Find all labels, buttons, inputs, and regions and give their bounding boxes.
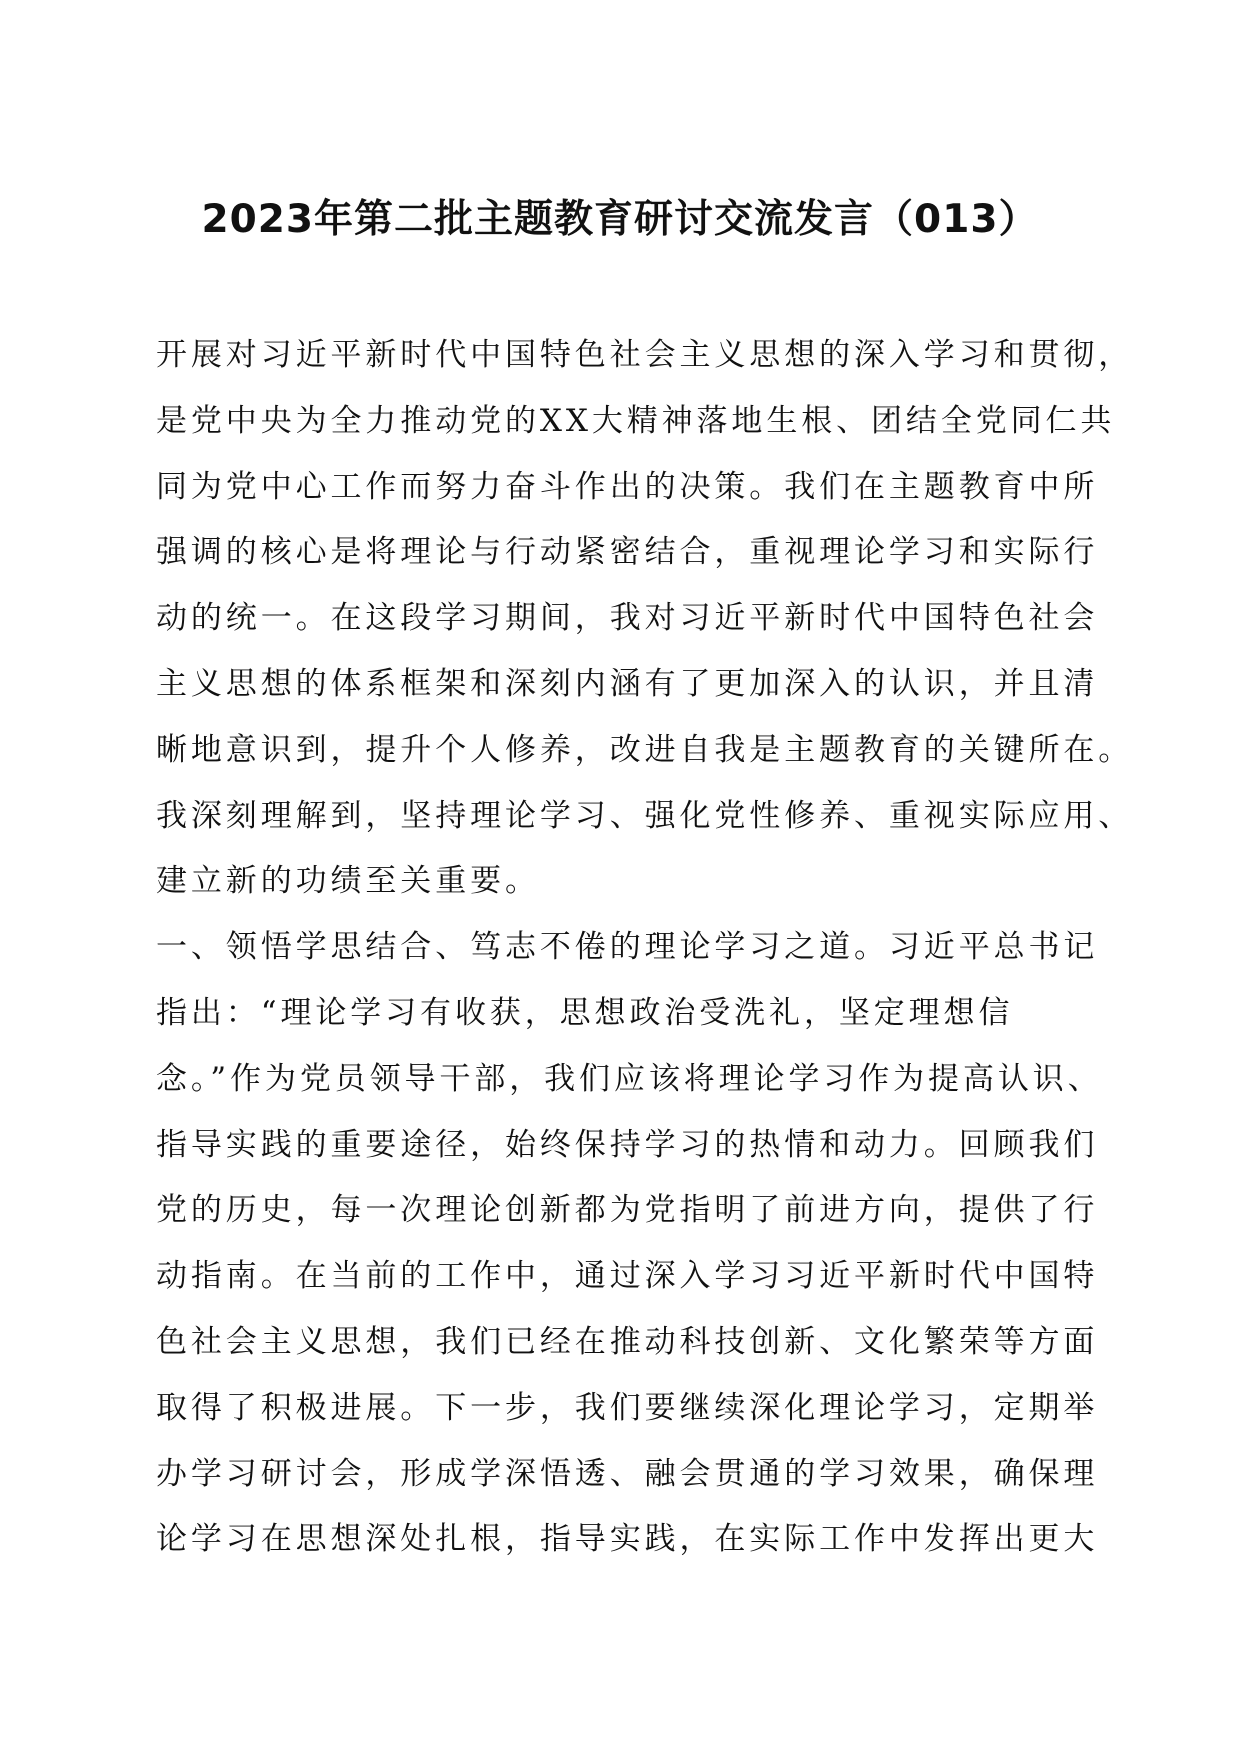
- text-line: 办学习研讨会，形成学深悟透、融会贯通的学习效果，确保理: [156, 1455, 1099, 1492]
- text-line: 取得了积极进展。下一步，我们要继续深化理论学习，定期举: [156, 1389, 1099, 1426]
- text-line: 建立新的功绩至关重要。: [156, 863, 540, 900]
- section-heading-line: 一、领悟学思结合、笃志不倦的理论学习之道。习近平总书记: [156, 929, 1099, 966]
- text-line: 同为党中心工作而努力奋斗作出的决策。我们在主题教育中所: [156, 468, 1099, 505]
- text-line: 我深刻理解到，坚持理论学习、强化党性修养、重视实际应用、: [156, 797, 1134, 834]
- document-title: 2023年第二批主题教育研讨交流发言（013）: [201, 197, 1039, 242]
- text-line: 动的统一。在这段学习期间，我对习近平新时代中国特色社会: [156, 600, 1099, 637]
- text-line: 色社会主义思想，我们已经在推动科技创新、文化繁荣等方面: [156, 1323, 1099, 1360]
- text-line: 论学习在思想深处扎根，指导实践，在实际工作中发挥出更大: [156, 1521, 1099, 1558]
- text-line: 指导实践的重要途径，始终保持学习的热情和动力。回顾我们: [156, 1126, 1099, 1163]
- text-line: 指出：“理论学习有收获，思想政治受洗礼，坚定理想信: [156, 994, 1014, 1031]
- text-line: 是党中央为全力推动党的XX大精神落地生根、团结全党同仁共: [156, 402, 1116, 439]
- text-line: 强调的核心是将理论与行动紧密结合，重视理论学习和实际行: [156, 534, 1099, 571]
- text-line: 念。”作为党员领导干部，我们应该将理论学习作为提高认识、: [156, 1060, 1103, 1097]
- text-line: 动指南。在当前的工作中，通过深入学习习近平新时代中国特: [156, 1258, 1099, 1295]
- document-body: [156, 323, 1134, 1573]
- text-line: 晰地意识到，提升个人修养，改进自我是主题教育的关键所在。: [156, 731, 1134, 768]
- text-line: 主义思想的体系框架和深刻内涵有了更加深入的认识，并且清: [156, 665, 1099, 702]
- text-line: 开展对习近平新时代中国特色社会主义思想的深入学习和贯彻，: [156, 337, 1134, 373]
- text-line: 党的历史，每一次理论创新都为党指明了前进方向，提供了行: [156, 1192, 1099, 1229]
